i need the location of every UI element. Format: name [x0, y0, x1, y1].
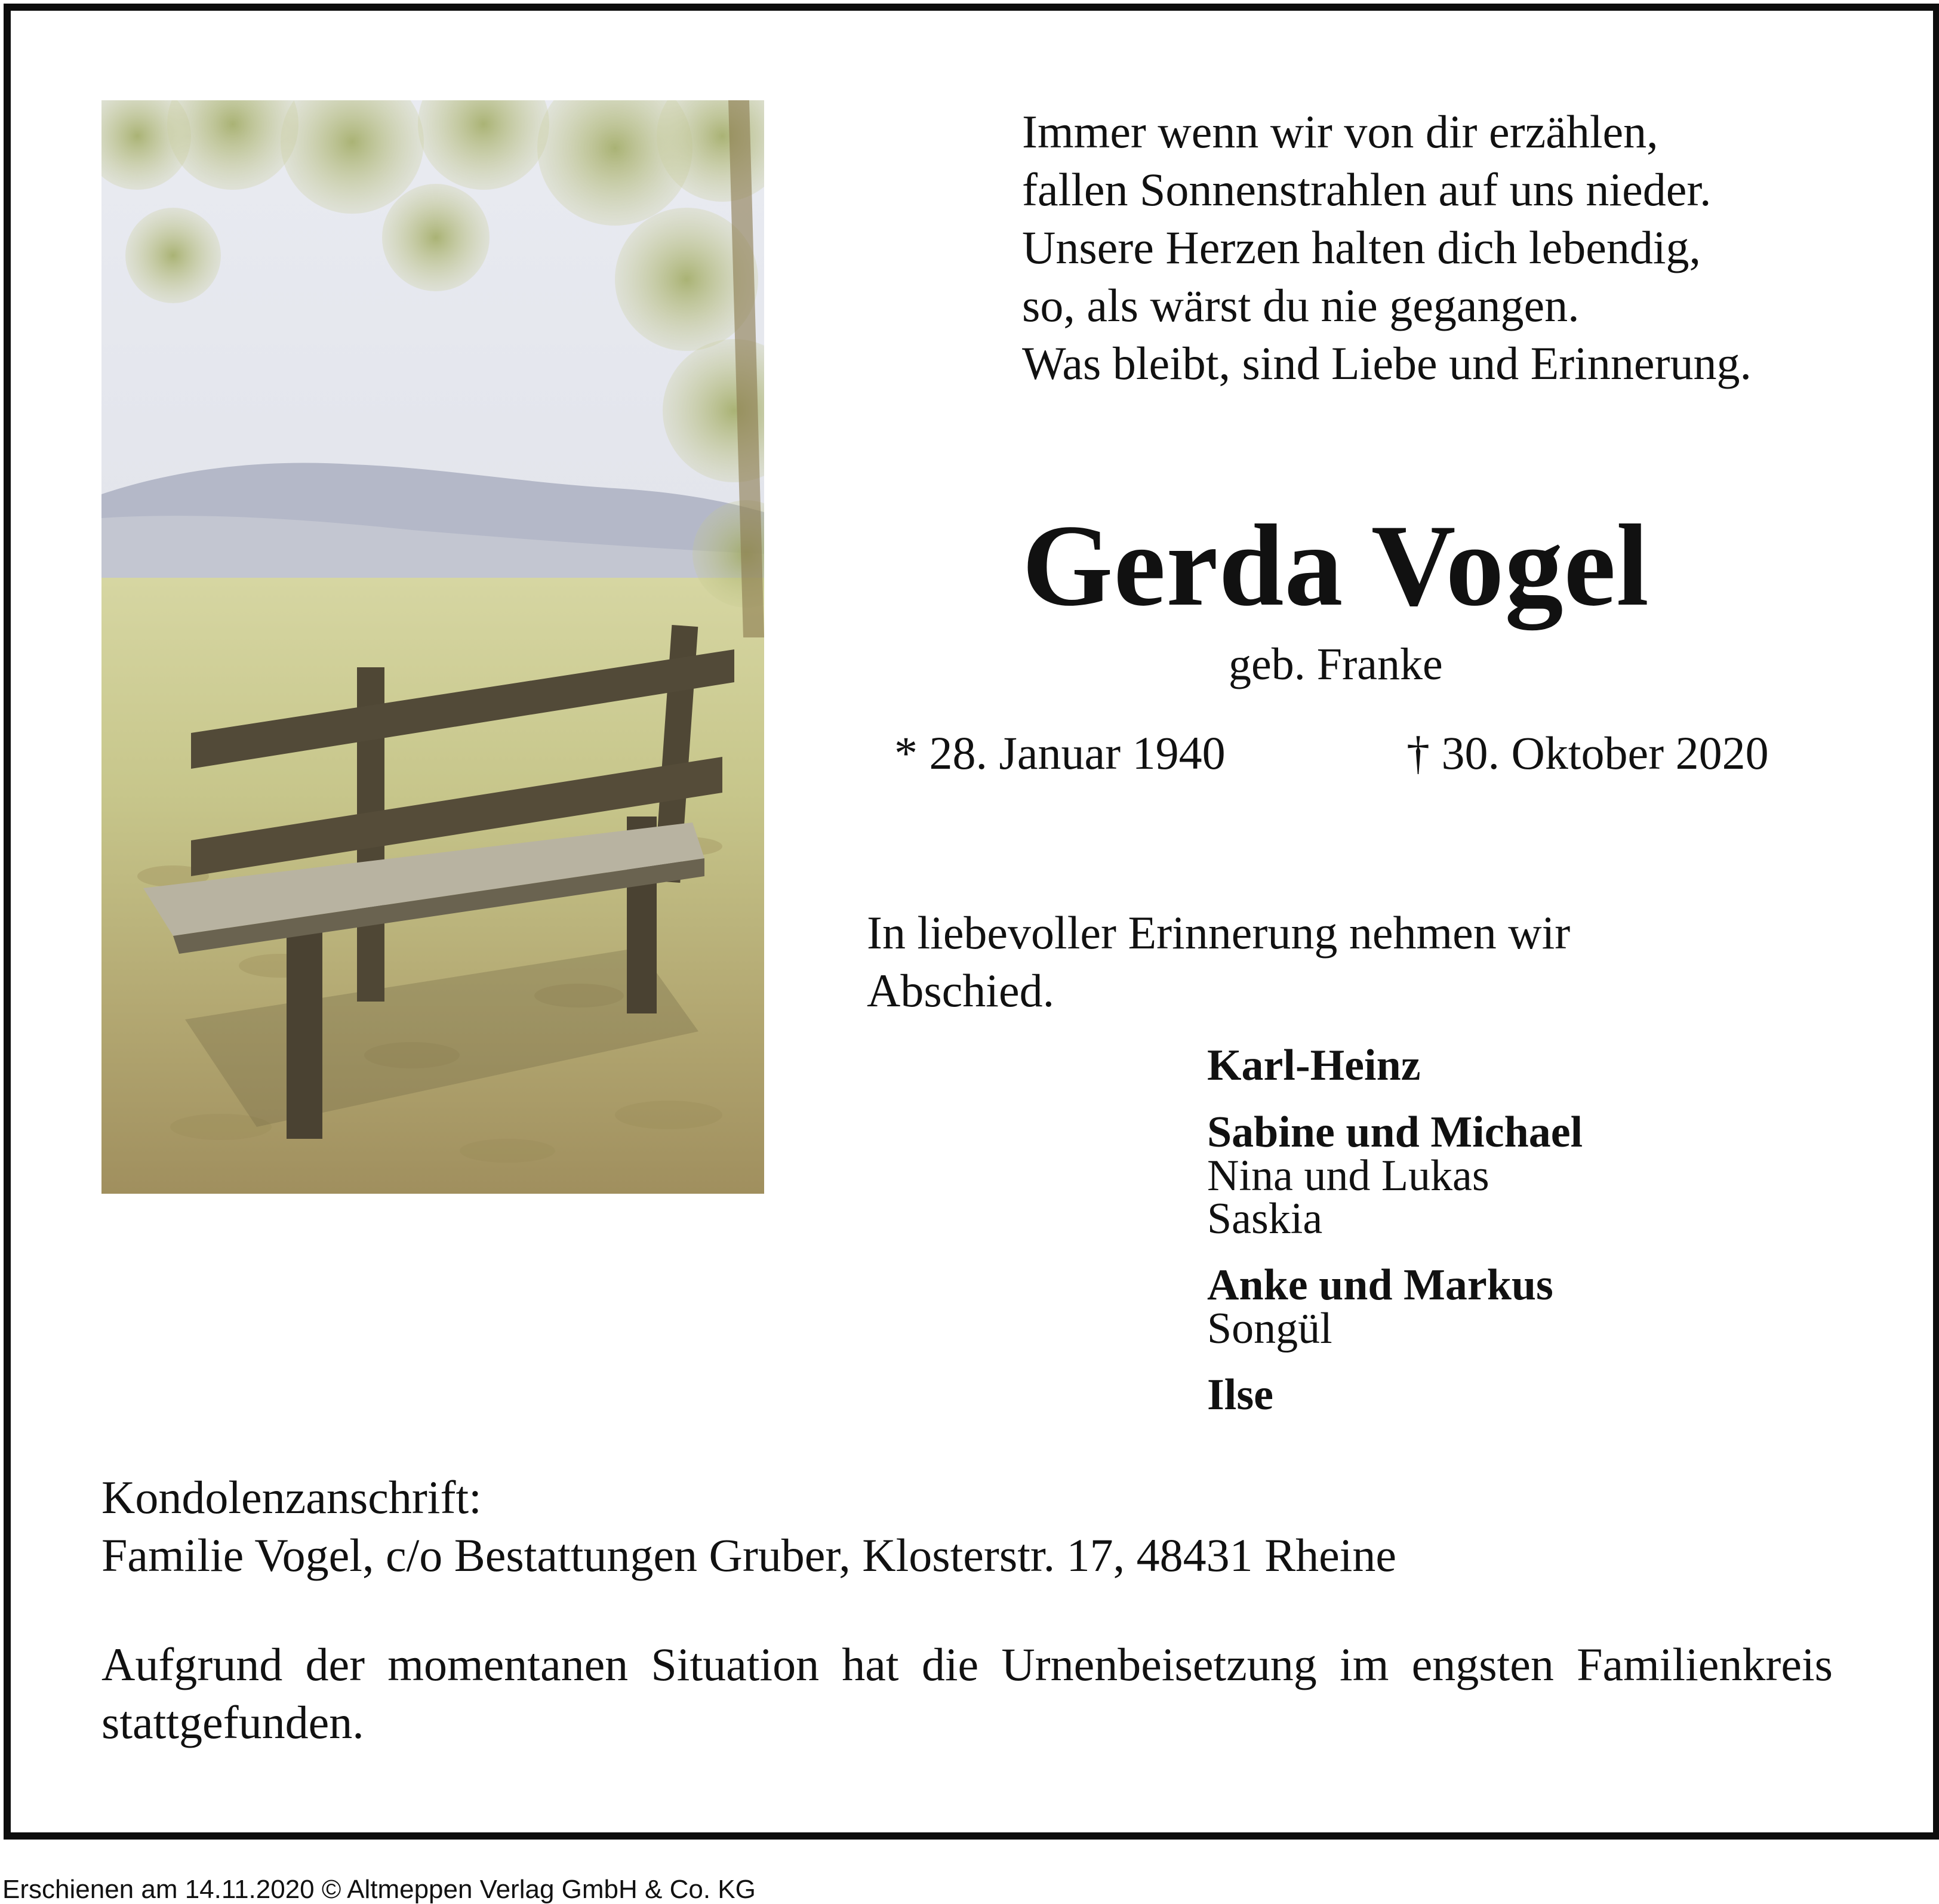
burial-notice: Aufgrund der momentanen Situation hat die Urnenbeisetzung im engsten Familienkreis stattgefunden. — [101, 1638, 1833, 1748]
mourner-group — [1207, 1370, 1864, 1419]
mourner-group — [1207, 1041, 1864, 1090]
poem-line: so, als wärst du nie gegangen. — [1022, 279, 1580, 331]
mourner-subname: Songül — [1207, 1304, 1332, 1353]
mourner-subname: Saskia — [1207, 1194, 1323, 1243]
farewell-text — [867, 904, 1703, 1019]
death-date: † 30. Oktober 2020 — [1406, 727, 1769, 779]
mourner-name: Ilse — [1207, 1370, 1273, 1419]
mourner-subname: Nina und Lukas — [1207, 1151, 1489, 1200]
mourner-name: Anke und Markus — [1207, 1261, 1553, 1310]
mourner-name: Sabine und Michael — [1207, 1108, 1583, 1157]
mourner-group — [1207, 1108, 1864, 1243]
poem-line: Was bleibt, sind Liebe und Erinnerung. — [1022, 337, 1752, 389]
poem-line: Immer wenn wir von dir erzählen, — [1022, 106, 1658, 158]
farewell-line: Abschied. — [867, 965, 1055, 1016]
mourner-name: Karl-Heinz — [1207, 1041, 1421, 1090]
farewell-line: In liebevoller Erinnerung nehmen wir — [867, 907, 1571, 959]
bench-landscape-illustration — [101, 100, 764, 1194]
mourners-list — [1207, 1043, 1864, 1440]
condolence-address-line: Familie Vogel, c/o Bestattungen Gruber, Klosterstr. 17, 48431 Rheine — [101, 1529, 1397, 1581]
poem-line: Unsere Herzen halten dich lebendig, — [1022, 221, 1701, 273]
deceased-name: Gerda Vogel — [1022, 501, 1649, 630]
condolence-address — [101, 1468, 1833, 1584]
birth-date: * 28. Januar 1940 — [894, 727, 1226, 779]
born-name: geb. Franke — [1229, 639, 1443, 689]
poem-line: fallen Sonnenstrahlen auf uns nieder. — [1022, 164, 1712, 215]
condolence-label: Kondolenzanschrift: — [101, 1471, 482, 1523]
poem — [1022, 103, 1894, 392]
bench-landscape-photo — [101, 100, 764, 1194]
publication-footer: Erschienen am 14.11.2020 © Altmeppen Verlag GmbH & Co. KG — [2, 1875, 756, 1904]
mourner-group — [1207, 1261, 1864, 1353]
